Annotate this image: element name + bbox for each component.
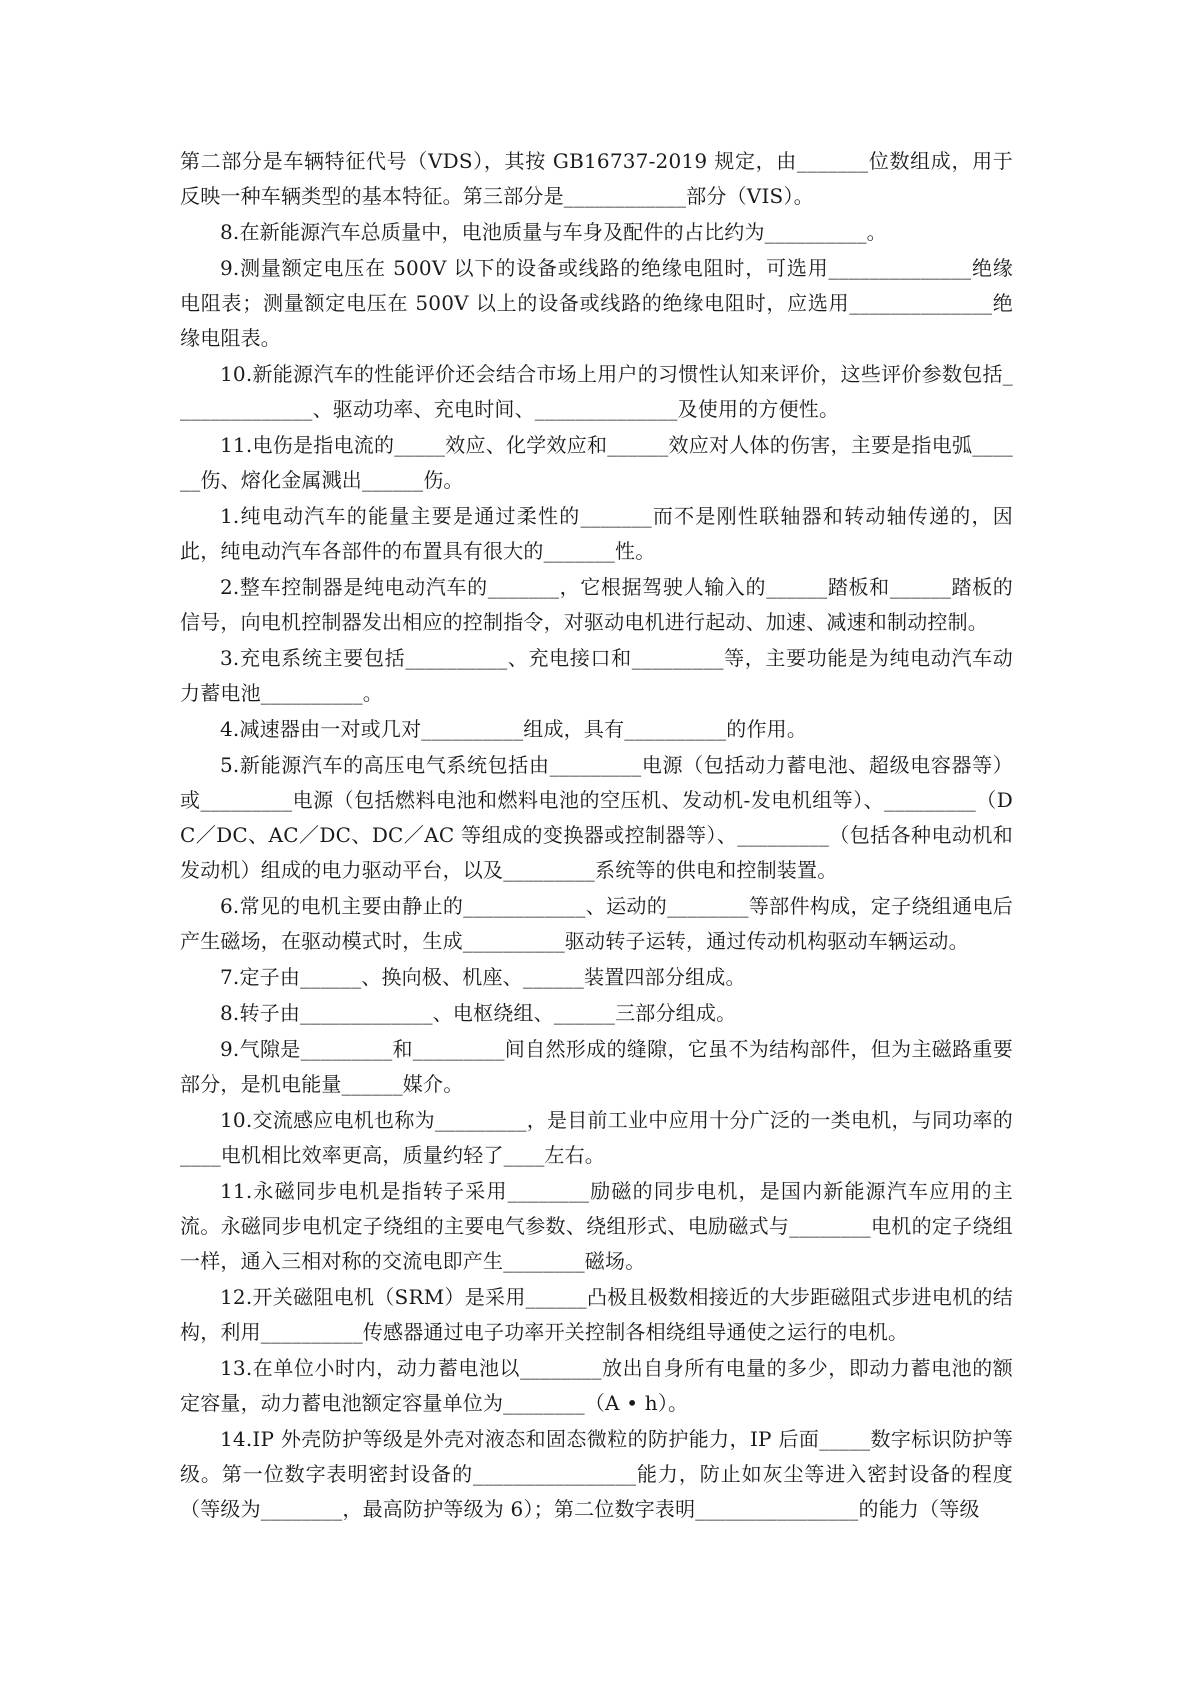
blank-question-7: 7.定子由______、换向极、机座、______装置四部分组成。	[220, 965, 746, 989]
question-10: 10.新能源汽车的性能评价还会结合市场上用户的习惯性认知来评价，这些评价参数包括______________、驱动功率、充电时间、______________及使用的方便性。	[180, 362, 1013, 421]
blank-question-3: 3.充电系统主要包括__________、充电接口和_________等，主要功能是为纯电动汽车动力蓄电池__________。	[180, 646, 1013, 705]
blank-question-12: 12.开关磁阻电机（SRM）是采用______凸极且极数相接近的大步距磁阻式步进电机的结构，利用__________传感器通过电子功率开关控制各相绕组导通使之运行的电机。	[180, 1285, 1013, 1344]
question-8: 8.在新能源汽车总质量中，电池质量与车身及配件的占比约为__________。	[220, 220, 887, 244]
blank-question-9: 9.气隙是_________和_________间自然形成的缝隙，它虽不为结构部件，但为主磁路重要部分，是机电能量______媒介。	[180, 1037, 1013, 1096]
blank-question-1: 1.纯电动汽车的能量主要是通过柔性的_______而不是刚性联轴器和转动轴传递的，因此，纯电动汽车各部件的布置具有很大的_______性。	[180, 504, 1013, 563]
blank-question-10: 10.交流感应电机也称为_________，是目前工业中应用十分广泛的一类电机，与同功率的____电机相比效率更高，质量约轻了____左右。	[180, 1108, 1013, 1167]
question-11: 11.电伤是指电流的_____效应、化学效应和______效应对人体的伤害，主要是指电弧______伤、熔化金属溅出______伤。	[180, 433, 1013, 492]
blank-question-8: 8.转子由_____________、电枢绕组、______三部分组成。	[220, 1001, 737, 1025]
blank-question-2: 2.整车控制器是纯电动汽车的_______，它根据驾驶人输入的______踏板和______踏板的信号，向电机控制器发出相应的控制指令，对驱动电机进行起动、加速、减速和制动控制。	[180, 575, 1013, 634]
document-page	[180, 144, 1013, 1528]
blank-question-6: 6.常见的电机主要由静止的____________、运动的________等部件构成，定子绕组通电后产生磁场，在驱动模式时，生成__________驱动转子运转，通过传动机构驱动车辆运动。	[180, 894, 1013, 953]
question-9: 9.测量额定电压在 500V 以下的设备或线路的绝缘电阻时，可选用______________绝缘电阻表；测量额定电压在 500V 以上的设备或线路的绝缘电阻时，应选用______________绝缘电阻表。	[180, 256, 1013, 350]
blank-question-13: 13.在单位小时内，动力蓄电池以________放出自身所有电量的多少，即动力蓄电池的额定容量，动力蓄电池额定容量单位为________（A • h）。	[180, 1356, 1013, 1415]
blank-question-5: 5.新能源汽车的高压电气系统包括由_________电源（包括动力蓄电池、超级电容器等）或_________电源（包括燃料电池和燃料电池的空压机、发动机-发电机组等）、_________（DC／DC、AC／DC、DC／AC 等组成的变换器或控制器等）、_________（包括各种电动机和发动机）组成的电力驱动平台，以及_________系统等的供电和控制装置。	[180, 753, 1013, 882]
paragraph-vds: 第二部分是车辆特征代号（VDS），其按 GB16737-2019 规定，由_______位数组成，用于反映一种车辆类型的基本特征。第三部分是____________部分（VIS）。	[180, 149, 1013, 208]
blank-question-11: 11.永磁同步电机是指转子采用________励磁的同步电机，是国内新能源汽车应用的主流。永磁同步电机定子绕组的主要电气参数、绕组形式、电励磁式与________电机的定子绕组一样，通入三相对称的交流电即产生________磁场。	[180, 1179, 1013, 1273]
blank-question-4: 4.减速器由一对或几对__________组成，具有__________的作用。	[220, 717, 808, 741]
blank-question-14: 14.IP 外壳防护等级是外壳对液态和固态微粒的防护能力，IP 后面_____数字标识防护等级。第一位数字表明密封设备的________________能力，防止如灰尘等进入密封设备的程度（等级为________，最高防护等级为 6）；第二位数字表明________________的能力（等级	[180, 1427, 1013, 1521]
